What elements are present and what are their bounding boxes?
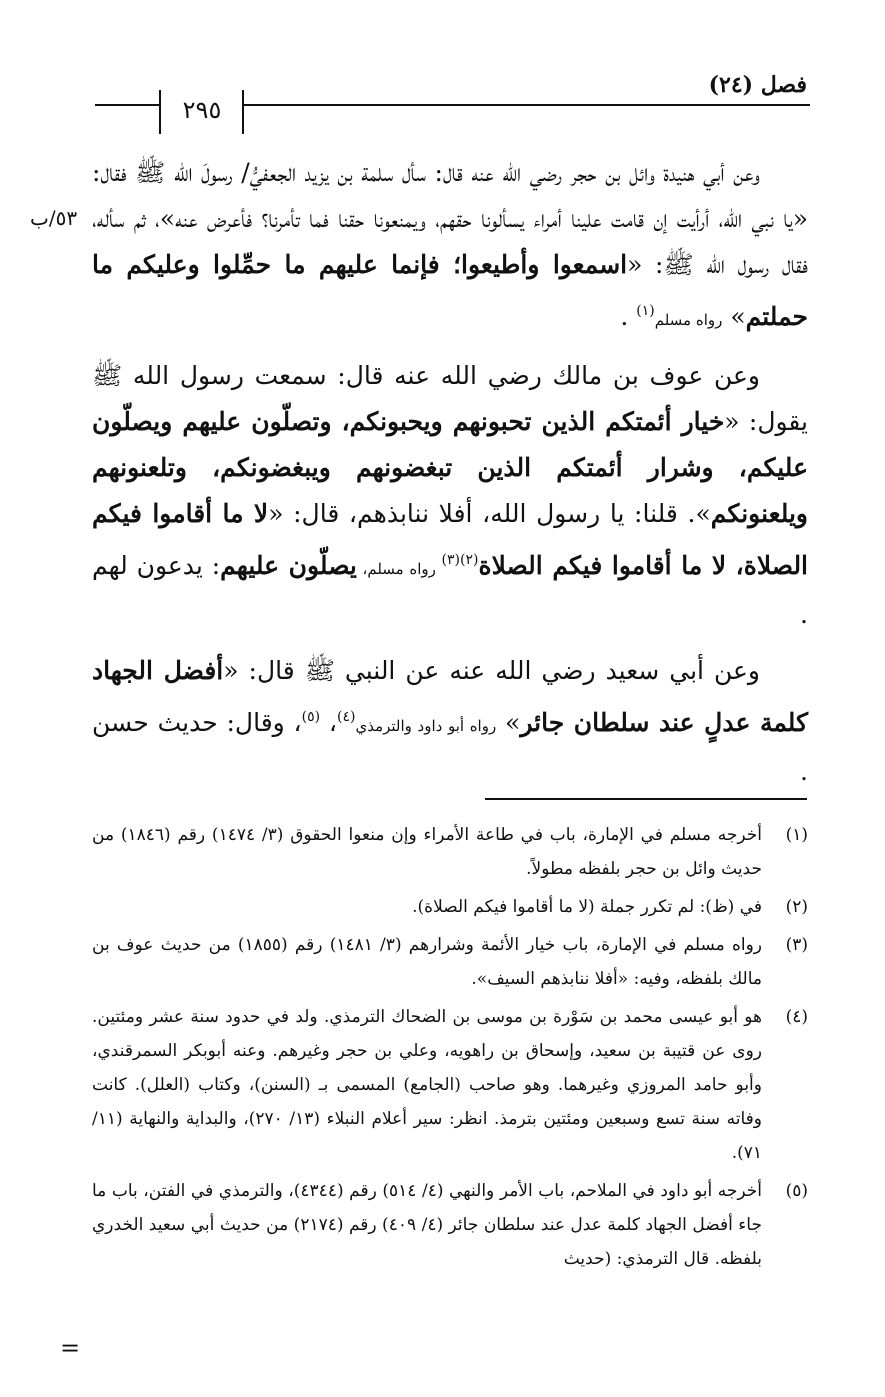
text-segment: » [496, 708, 521, 737]
footnote-text: هو أبو عيسى محمد بن سَوْرة بن موسى بن الضحاك الترمذي. ولد في حدود سنة عشر ومئتين. روى عن قتيبة بن سعيد، وإسحاق بن راهويه، وعلي بن حجر وغيرهم. وعنه أبوبكر السمرقندي، وأبو حامد المروزي وغيرهما. وهو صاحب (الجامع) المسمى بـ (السنن)، وكتاب (العلل). كانت وفاته سنة تسع وسبعين ومئتين بترمذ. انظر: سير أعلام النبلاء (١٣/ ٢٧٠)، والبداية والنهاية (١١/ ٧١). [92, 1007, 762, 1163]
text-segment: ، [320, 708, 337, 737]
footnote-2 [92, 890, 808, 924]
footnote-number: (٤) [785, 1007, 808, 1027]
source-reference: رواه مسلم [654, 311, 723, 329]
footnotes [92, 818, 808, 1280]
footnote-marker: (٥) [301, 709, 321, 725]
running-header [0, 70, 885, 134]
hadith-quote: خيار أئمتكم الذين تحبونهم ويحبونكم، وتصلّون عليهم ويصلّون عليكم، وشرار أئمتكم الذين تبغضونهم ويبغضونكم، وتلعنونهم ويلعنونكم [92, 407, 808, 528]
source-reference: رواه مسلم، [356, 560, 442, 578]
footnote-marker: (٤) [337, 709, 356, 725]
text-segment: وعن أبي سعيد رضي الله عنه عن النبي ﷺ قال: « [223, 656, 760, 685]
hadith-quote: لا ما أقاموا فيكم الصلاة، لا ما أقاموا فيكم الصلاة [92, 499, 809, 580]
footnote-text: في (ظ): لم تكرر جملة (لا ما أقاموا فيكم الصلاة). [412, 897, 762, 917]
continuation-mark: = [60, 1334, 81, 1362]
footnote-marker: (٢) [460, 552, 479, 568]
footnote-number: (٥) [785, 1181, 808, 1201]
footnote-separator [485, 798, 807, 800]
glossed-term: يصلّون عليهم [220, 551, 357, 580]
footnote-text: رواه مسلم في الإمارة، باب خيار الأئمة وشرارهم (٣/ ١٤٨١) رقم (١٨٥٥) من حديث عوف بن مالك بلفظه، وفيه: «أفلا ننابذهم السيف». [92, 935, 763, 989]
text-segment: وعن أبي هنيدة وائل بن حجر رضي الله عنه قال: سأل سلمة بن يزيد الجعفيُّ/ رسولَ الله ﷺ فقال: «يا نبي الله، أرأيت إن قامت علينا أمراء يسألونا حقهم، ويمنعونا حقنا فما تأمرنا؟ فأعرض عنه»، ثم سأله، فقال رسول الله ﷺ: « [92, 158, 808, 279]
text-segment: » [722, 302, 746, 331]
text-segment: . [620, 302, 637, 331]
page-number-bracket-right [242, 90, 244, 134]
manuscript-folio-note: ٥٣/ب [30, 206, 78, 230]
footnote-number: (١) [785, 825, 808, 845]
footnote-text: أخرجه أبو داود في الملاحم، باب الأمر والنهي (٤/ ٥١٤) رقم (٤٣٤٤)، والترمذي في الفتن، باب ما جاء أفضل الجهاد كلمة عدل عند سلطان جائر (٤/ ٤٠٩) رقم (٢١٧٤) من حديث أبي سعيد الخدري بلفظه. قال الترمذي: (حديث [92, 1181, 762, 1269]
paragraph-hadith-2 [92, 353, 808, 638]
footnote-marker: (٣) [441, 552, 461, 568]
paragraph-hadith-1 [92, 150, 808, 343]
header-rule-left [95, 104, 159, 106]
footnote-4 [92, 1000, 808, 1170]
hadith-quote: اسمعوا وأطيعوا؛ فإنما عليهم ما حمِّلوا وعليكم ما حملتم [92, 250, 808, 331]
footnote-marker: (١) [636, 303, 655, 319]
page-number: ٢٩٥ [182, 96, 222, 124]
footnote-number: (٣) [785, 935, 808, 955]
text-segment: : يدعون لهم . [92, 551, 808, 629]
chapter-title: فصل (٢٤) [708, 72, 807, 98]
footnote-text: أخرجه مسلم في الإمارة، باب في طاعة الأمراء وإن منعوا الحقوق (٣/ ١٤٧٤) رقم (١٨٤٦) من حديث وائل بن حجر بلفظه مطولاً. [92, 825, 762, 879]
text-segment: ، وقال: حديث حسن . [92, 708, 808, 786]
page-number-bracket-left [159, 90, 161, 134]
main-text [92, 150, 808, 805]
text-segment: ». قلنا: يا رسول الله، أفلا ننابذهم، قال: « [268, 499, 711, 528]
text-segment: وعن عوف بن مالك رضي الله عنه قال: سمعت رسول الله ﷺ يقول: « [92, 361, 808, 436]
paragraph-hadith-3 [92, 648, 808, 795]
footnote-number: (٢) [785, 897, 808, 917]
footnote-1 [92, 818, 808, 886]
source-reference: رواه أبو داود والترمذي [355, 717, 497, 735]
footnote-3 [92, 928, 808, 996]
hadith-quote: أفضل الجهاد كلمة عدلٍ عند سلطان جائر [92, 656, 808, 737]
header-rule-right [244, 104, 810, 106]
footnote-5 [92, 1174, 808, 1276]
